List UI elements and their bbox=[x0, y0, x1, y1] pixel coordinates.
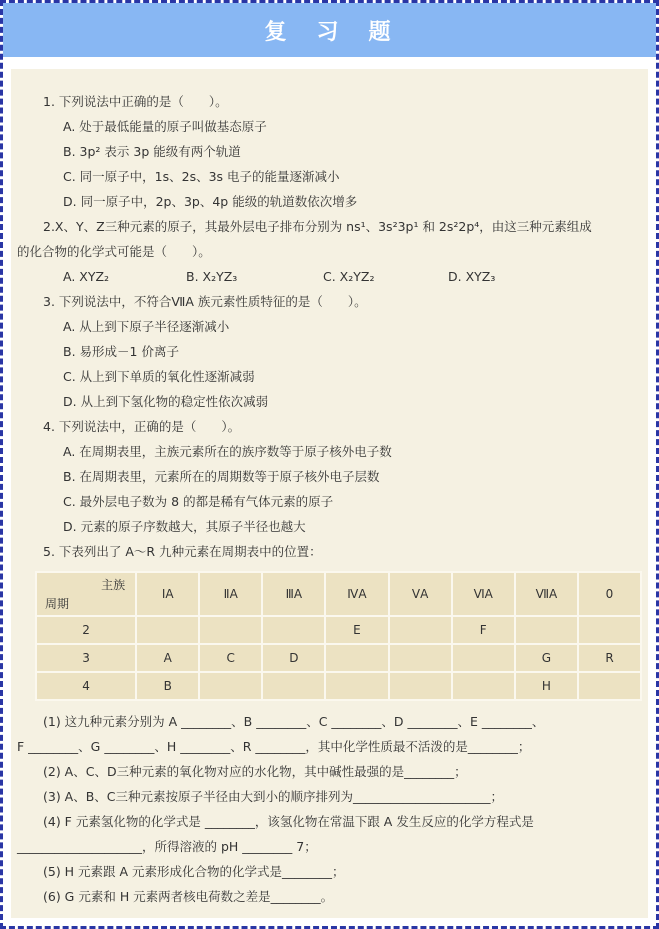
period-label: 2 bbox=[36, 616, 136, 644]
table-cell: H bbox=[515, 672, 578, 700]
col-header-iva: ⅣA bbox=[325, 572, 388, 616]
table-cell: D bbox=[262, 644, 325, 672]
table-cell: F bbox=[452, 616, 515, 644]
table-cell bbox=[262, 616, 325, 644]
subquestion-6: (6) G 元素和 H 元素两者核电荷数之差是________。 bbox=[43, 889, 334, 904]
table-cell: A bbox=[136, 644, 199, 672]
question-4-stem: 4. 下列说法中，正确的是（ ）。 bbox=[43, 419, 241, 434]
corner-label-period: 周期 bbox=[45, 597, 70, 611]
table-cell bbox=[389, 672, 452, 700]
question-1-stem: 1. 下列说法中正确的是（ ）。 bbox=[43, 94, 228, 109]
question-2-line-1: 2.X、Y、Z三种元素的原子，其最外层电子排布分别为 ns¹、3s²3p¹ 和 2s²2p⁴，由这三种元素组成 bbox=[43, 219, 592, 234]
table-header-row bbox=[36, 572, 641, 616]
table-cell: E bbox=[325, 616, 388, 644]
corner-label-group: 主族 bbox=[101, 578, 126, 592]
worksheet-content bbox=[11, 69, 648, 918]
question-4-option-b: B. 在周期表里，元素所在的周期数等于原子核外电子层数 bbox=[63, 469, 380, 484]
periodic-table bbox=[35, 571, 642, 701]
col-header-iia: ⅡA bbox=[199, 572, 262, 616]
table-cell: G bbox=[515, 644, 578, 672]
question-4-option-c: C. 最外层电子数为 8 的都是稀有气体元素的原子 bbox=[63, 494, 334, 509]
col-header-iiia: ⅢA bbox=[262, 572, 325, 616]
subquestion-3: (3) A、B、C三种元素按原子半径由大到小的顺序排列为______________________； bbox=[43, 789, 504, 804]
subquestion-1-line-1: (1) 这九种元素分别为 A ________、B ________、C ________、D ________、E ________、 bbox=[43, 714, 545, 729]
subquestion-2: (2) A、C、D三种元素的氧化物对应的水化物，其中碱性最强的是________； bbox=[43, 764, 467, 779]
subquestion-1-line-2: F ________、G ________、H ________、R ________，其中化学性质最不活泼的是________； bbox=[17, 739, 531, 754]
question-5-stem: 5. 下表列出了 A～R 九种元素在周期表中的位置： bbox=[43, 544, 322, 559]
question-3-option-b: B. 易形成－1 价离子 bbox=[63, 344, 179, 359]
col-header-0: 0 bbox=[578, 572, 641, 616]
col-header-ia: ⅠA bbox=[136, 572, 199, 616]
question-4-option-d: D. 元素的原子序数越大，其原子半径也越大 bbox=[63, 519, 306, 534]
table-cell bbox=[325, 672, 388, 700]
table-cell bbox=[199, 672, 262, 700]
question-4-option-a: A. 在周期表里，主族元素所在的族序数等于原子核外电子数 bbox=[63, 444, 392, 459]
period-3-row bbox=[36, 644, 641, 672]
table-cell: B bbox=[136, 672, 199, 700]
question-1-option-d: D. 同一原子中，2p、3p、4p 能级的轨道数依次增多 bbox=[63, 194, 358, 209]
period-2-row bbox=[36, 616, 641, 644]
question-3-stem: 3. 下列说法中，不符合ⅦA 族元素性质特征的是（ ）。 bbox=[43, 294, 367, 309]
question-1-option-a: A. 处于最低能量的原子叫做基态原子 bbox=[63, 119, 267, 134]
table-corner-cell bbox=[36, 572, 136, 616]
table-cell: C bbox=[199, 644, 262, 672]
question-2-option-c: C. X₂YZ₂ bbox=[323, 269, 375, 284]
period-4-row bbox=[36, 672, 641, 700]
table-cell bbox=[325, 644, 388, 672]
table-cell: R bbox=[578, 644, 641, 672]
question-2-line-2: 的化合物的化学式可能是（ ）。 bbox=[17, 244, 211, 259]
question-1-option-b: B. 3p² 表示 3p 能级有两个轨道 bbox=[63, 144, 241, 159]
page-title: 复 习 题 bbox=[264, 19, 395, 45]
table-cell bbox=[578, 672, 641, 700]
table-cell bbox=[136, 616, 199, 644]
table-cell bbox=[578, 616, 641, 644]
col-header-via: ⅥA bbox=[452, 572, 515, 616]
question-2-option-d: D. XYZ₃ bbox=[448, 269, 496, 284]
table-cell bbox=[262, 672, 325, 700]
table-cell bbox=[452, 672, 515, 700]
question-2-option-b: B. X₂YZ₃ bbox=[186, 269, 238, 284]
question-3-option-c: C. 从上到下单质的氧化性逐渐减弱 bbox=[63, 369, 255, 384]
page-header bbox=[3, 3, 656, 57]
col-header-va: ⅤA bbox=[389, 572, 452, 616]
subquestion-5: (5) H 元素跟 A 元素形成化合物的化学式是________； bbox=[43, 864, 345, 879]
question-3-option-d: D. 从上到下氢化物的稳定性依次减弱 bbox=[63, 394, 269, 409]
subquestion-4-line-1: (4) F 元素氢化物的化学式是 ________，该氢化物在常温下跟 A 发生反应的化学方程式是 bbox=[43, 814, 534, 829]
question-2-options bbox=[63, 264, 642, 289]
col-header-viia: ⅦA bbox=[515, 572, 578, 616]
table-cell bbox=[389, 616, 452, 644]
question-1-option-c: C. 同一原子中，1s、2s、3s 电子的能量逐渐减小 bbox=[63, 169, 340, 184]
period-label: 4 bbox=[36, 672, 136, 700]
period-label: 3 bbox=[36, 644, 136, 672]
table-cell bbox=[199, 616, 262, 644]
question-2-option-a: A. XYZ₂ bbox=[63, 269, 110, 284]
table-cell bbox=[389, 644, 452, 672]
table-cell bbox=[515, 616, 578, 644]
subquestion-4-line-2: ____________________，所得溶液的 pH ________ 7； bbox=[17, 839, 317, 854]
table-cell bbox=[452, 644, 515, 672]
question-3-option-a: A. 从上到下原子半径逐渐减小 bbox=[63, 319, 230, 334]
